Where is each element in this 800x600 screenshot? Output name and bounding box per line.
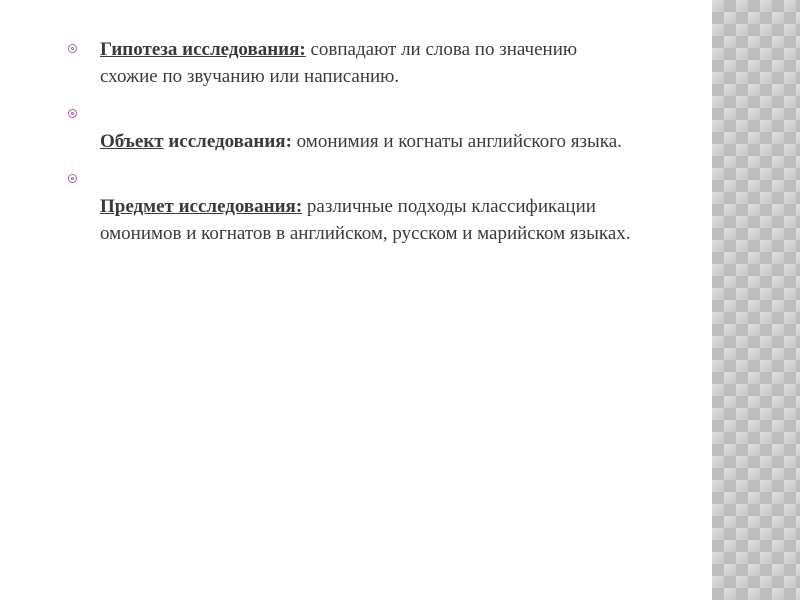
hypothesis-text: совпадают ли слова по значению схожие по звучанию или написанию.: [100, 39, 578, 87]
empty-line: [100, 101, 638, 128]
object-text: омонимия и когнаты английского языка.: [296, 131, 622, 152]
object-term-rest: исследования:: [168, 131, 292, 152]
subject-text: различные подходы классификации омонимов и когнатов в английском, русском и марийском языках.: [100, 196, 631, 244]
decorative-side-pattern: [712, 0, 800, 600]
list-item-object: [68, 101, 638, 155]
list-item-hypothesis: [68, 36, 638, 90]
hypothesis-term: Гипотеза исследования:: [100, 39, 306, 60]
ring-bullet-icon: [68, 174, 77, 183]
empty-line: [100, 166, 638, 193]
object-term: Объект: [100, 131, 164, 152]
hypothesis-paragraph: [100, 36, 638, 90]
subject-term: Предмет исследования:: [100, 196, 303, 217]
ring-bullet-icon: [68, 109, 77, 118]
subject-paragraph: [100, 193, 638, 247]
object-paragraph: [100, 128, 638, 155]
ring-bullet-icon: [68, 44, 77, 53]
bullet-list: [68, 36, 638, 247]
list-item-subject: [68, 166, 638, 247]
